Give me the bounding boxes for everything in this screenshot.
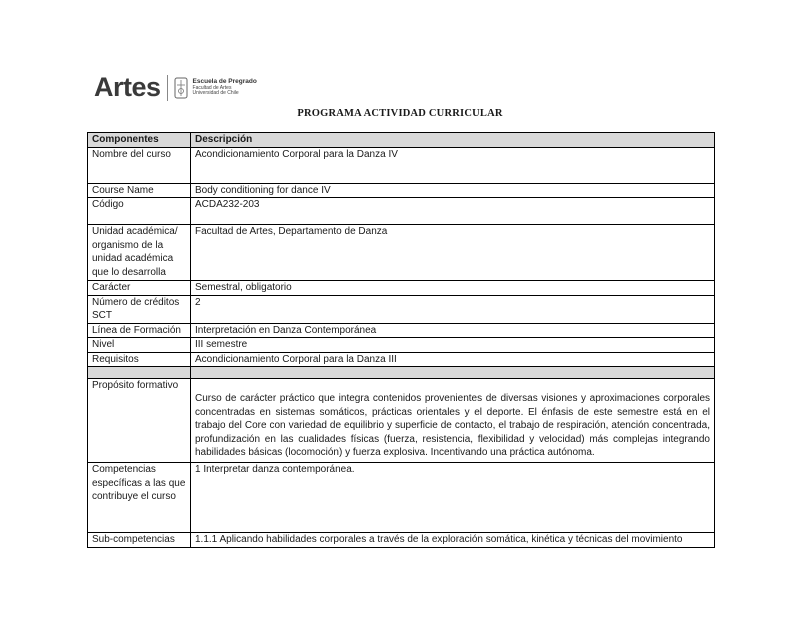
logo-school-name: Escuela de Pregrado [192, 77, 257, 85]
row-label: Código [88, 198, 191, 225]
row-value: 2 [191, 295, 715, 323]
row-label: Sub-competencias [88, 533, 191, 548]
row-value: Semestral, obligatorio [191, 281, 715, 296]
table-row [88, 323, 715, 338]
row-value: 1 Interpretar danza contemporánea. [191, 463, 715, 533]
row-value: Curso de carácter práctico que integra contenidos provenientes de diversas visiones y aproximaciones corporales concentradas en sistemas somáticos, prácticas orientales y el deporte. El énfasis de este semestre está en el trabajo del Core con variedad de equilibrio y superficie de contacto, el trabajo de respiración, atención concentrada, profundización en las cualidades físicas (fuerza, resistencia, flexibilidad y velocidad) más complejas integrando habilidades básicas (locomoción) y fuerza explosiva. Incentivando una práctica autónoma. [191, 379, 715, 463]
row-label: Línea de Formación [88, 323, 191, 338]
row-value: 1.1.1 Aplicando habilidades corporales a través de la exploración somática, kinética y técnicas del movimiento [191, 533, 715, 548]
row-label: Course Name [88, 183, 191, 198]
table-row [88, 281, 715, 296]
logo-university-name: Universidad de Chile [192, 89, 239, 96]
row-label: Nivel [88, 338, 191, 353]
table-row [88, 352, 715, 367]
table-row [88, 225, 715, 281]
row-value: III semestre [191, 338, 715, 353]
artes-logo [94, 74, 257, 101]
row-label: Número de créditos SCT [88, 295, 191, 323]
table-row [88, 533, 715, 548]
row-value: Interpretación en Danza Contemporánea [191, 323, 715, 338]
row-label: Nombre del curso [88, 147, 191, 183]
row-label: Carácter [88, 281, 191, 296]
university-seal-icon [174, 76, 188, 100]
row-value: ACDA232-203 [191, 198, 715, 225]
logo-wordmark: Artes [94, 72, 161, 102]
logo-text-block [193, 79, 257, 96]
table-row [88, 183, 715, 198]
logo-divider [167, 75, 168, 101]
document-title: PROGRAMA ACTIVIDAD CURRICULAR [297, 108, 503, 119]
row-value: Facultad de Artes, Departamento de Danza [191, 225, 715, 281]
program-table [87, 132, 715, 548]
row-value: Acondicionamiento Corporal para la Danza IV [191, 147, 715, 183]
table-row [88, 295, 715, 323]
table-header-row [88, 133, 715, 148]
table-row [88, 338, 715, 353]
row-label: Requisitos [88, 352, 191, 367]
row-value: Body conditioning for dance IV [191, 183, 715, 198]
row-value: Acondicionamiento Corporal para la Danza III [191, 352, 715, 367]
logo-faculty-name: Facultad de Artes [192, 84, 232, 91]
table-separator-row [88, 367, 715, 379]
row-label: Propósito formativo [88, 379, 191, 463]
separator-cell [191, 367, 715, 379]
table-row [88, 379, 715, 463]
header-components: Componentes [88, 133, 191, 148]
row-label: Unidad académica/ organismo de la unidad académica que lo desarrolla [88, 225, 191, 281]
header-description: Descripción [191, 133, 715, 148]
table-row [88, 198, 715, 225]
table-row [88, 147, 715, 183]
row-label: Competencias específicas a las que contribuye el curso [88, 463, 191, 533]
separator-cell [88, 367, 191, 379]
table-row [88, 463, 715, 533]
